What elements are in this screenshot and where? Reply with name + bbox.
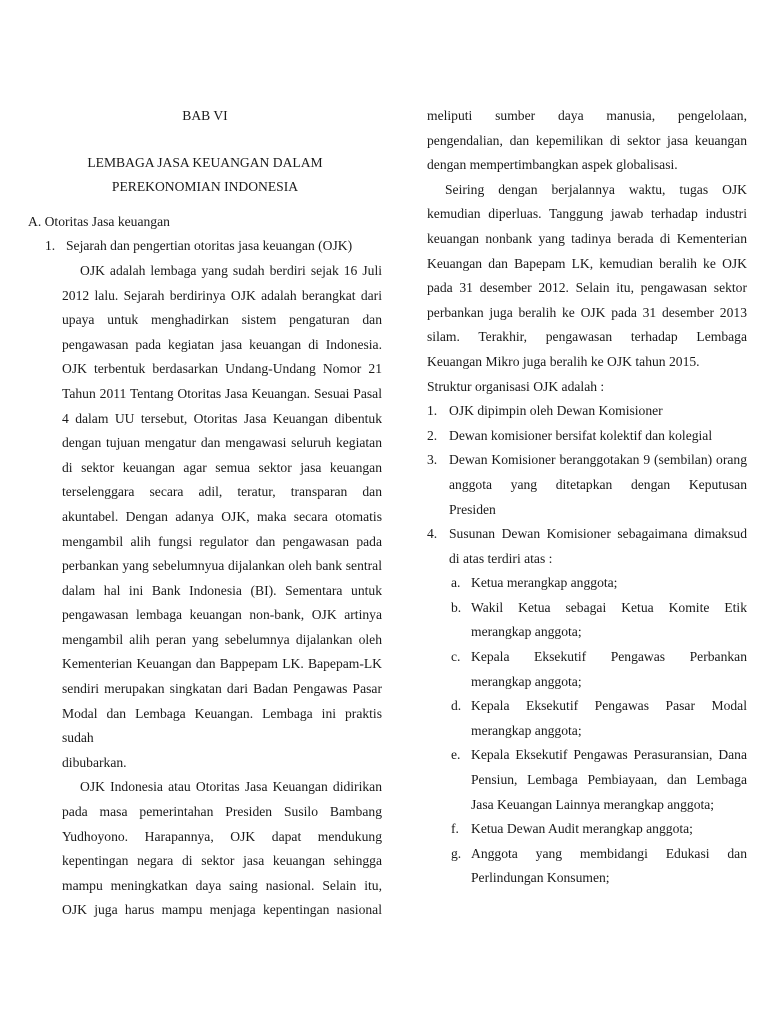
- sublist-text: Kepala Eksekutif Pengawas Perasuransian, Dana Pensiun, Lembaga Pembiayaan, dan Lembaga: [471, 747, 747, 788]
- list-item: [427, 448, 747, 522]
- sublist-item: [449, 817, 747, 842]
- list-text: Dewan komisioner bersifat kolektif dan kolegial: [449, 427, 713, 443]
- list-text: Dewan Komisioner beranggotakan 9 (sembilan) orang anggota yang ditetapkan dengan Keputusan: [449, 452, 747, 492]
- subsection-number: 1.: [45, 238, 56, 254]
- subsection-title: Sejarah dan pengertian otoritas jasa keuangan (OJK): [66, 238, 353, 254]
- sublist-letter: d.: [451, 698, 462, 714]
- list-item: [427, 424, 747, 449]
- sublist-text: Anggota yang membidangi Edukasi dan: [471, 845, 747, 861]
- chapter-number: BAB VI: [182, 108, 228, 123]
- list-number: 4.: [427, 526, 438, 542]
- paragraph-1-end: dibubarkan.: [62, 754, 127, 770]
- paragraph-3: Seiring dengan berjalannya waktu, tugas OJK kemudian diperluas. Tanggung jawab terhadap industri keuangan nonbank yang tadinya berada di Kementerian Keuangan dan Bapepam LK, kemudian beralih ke OJK pada 31 desember 2012. Selain itu, pengawasan sektor perbankan juga beralih ke OJK pada 31 desember 2013 silam. Terakhir, pengawasan terhadap Lembaga: [427, 181, 747, 345]
- sublist-item: [449, 596, 747, 645]
- paragraph-2: OJK Indonesia atau Otoritas Jasa Keuangan didirikan pada masa pemerintahan Presiden Susilo Bambang Yudhoyono. Harapannya, OJK dapat mendukung kepentingan negara di sektor jasa keuangan sehingga mampu meningkatkan daya saing nasional. Selain itu, OJK juga harus mampu menjaga kepentingan nasional: [62, 779, 382, 918]
- sublist-text-end: merangkap anggota;: [471, 722, 582, 738]
- sublist-letter: a.: [451, 575, 461, 591]
- sublist-item: [449, 743, 747, 817]
- sublist-letter: g.: [451, 845, 462, 861]
- sublist-letter: b.: [451, 599, 462, 615]
- sublist-text-end: Perlindungan Konsumen;: [471, 870, 610, 886]
- subsection-heading: [28, 234, 382, 259]
- sublist-letter: f.: [451, 821, 459, 837]
- list-text: Susunan Dewan Komisioner sebagaimana dimaksud: [449, 526, 747, 542]
- list-text-end: di atas terdiri atas :: [449, 550, 553, 566]
- sublist-letter: e.: [451, 747, 461, 763]
- composition-sublist: [449, 571, 747, 891]
- sublist-text: Ketua Dewan Audit merangkap anggota;: [471, 821, 693, 837]
- sublist-item: [449, 842, 747, 891]
- sublist-text-end: Jasa Keuangan Lainnya merangkap anggota;: [471, 796, 715, 812]
- list-text: OJK dipimpin oleh Dewan Komisioner: [449, 403, 663, 419]
- list-item: [427, 522, 747, 891]
- sublist-item: [449, 694, 747, 743]
- structure-intro: Struktur organisasi OJK adalah :: [427, 378, 605, 394]
- list-text-end: Presiden: [449, 501, 496, 517]
- left-column: [28, 104, 382, 923]
- list-item: [427, 399, 747, 424]
- sublist-item: [449, 645, 747, 694]
- paragraph-1: OJK adalah lembaga yang sudah berdiri sejak 16 Juli 2012 lalu. Sejarah berdirinya OJK adalah berangkat dari upaya untuk menghadirkan sistem pengaturan dan pengawasan pada kegiatan jasa keuangan di Indonesia. OJK terbentuk berdasarkan Undang-Undang Nomor 21 Tahun 2011 Tentang Otoritas Jasa Keuangan. Sesuai Pasal 4 dalam UU tersebut, Otoritas Jasa Keuangan dibentuk dengan tujuan mengatur dan mengawasi seluruh kegiatan di sektor keuangan agar semua sektor jasa keuangan terselenggara secara adil, teratur, transparan dan akuntabel. Dengan adanya OJK, maka secara otomatis mengambil alih fungsi regulator dan pengawasan pada perbankan yang sebelumnyua dijalankan oleh bank sentral dalam hal ini Bank Indonesia (BI). Sementara untuk pengawasan lembaga keuangan non-bank, OJK artinya mengambil alih peran yang sebelumnya dijalankan oleh Kementerian Keuangan dan Bappepam LK. Bapepam-LK sendiri merupakan singkatan dari Badan Pengawas Pasar Modal dan Lembaga Keuangan. Lembaga ini praktis sudah: [62, 262, 382, 746]
- sublist-text-end: merangkap anggota;: [471, 673, 582, 689]
- sublist-text: Ketua merangkap anggota;: [471, 575, 618, 591]
- sublist-letter: c.: [451, 649, 461, 665]
- paragraph-continued-end: dengan mempertimbangkan aspek globalisasi.: [427, 157, 678, 173]
- sublist-text: Kepala Eksekutif Pengawas Pasar Modal: [471, 698, 747, 714]
- sublist-item: [449, 571, 747, 596]
- right-column: [427, 104, 747, 891]
- sublist-text-end: merangkap anggota;: [471, 624, 582, 640]
- list-number: 3.: [427, 452, 438, 468]
- paragraph-3-end: Keuangan Mikro juga beralih ke OJK tahun 2015.: [427, 353, 700, 369]
- section-heading-a: A. Otoritas Jasa keuangan: [28, 213, 170, 229]
- sublist-text: Wakil Ketua sebagai Ketua Komite Etik: [471, 599, 747, 615]
- paragraph-continued: meliputi sumber daya manusia, pengelolaan, pengendalian, dan kepemilikan di sektor jasa keuangan: [427, 108, 747, 148]
- list-number: 1.: [427, 403, 438, 419]
- chapter-title: LEMBAGA JASA KEUANGAN DALAM PEREKONOMIAN INDONESIA: [87, 154, 323, 195]
- sublist-text: Kepala Eksekutif Pengawas Perbankan: [471, 649, 747, 665]
- list-number: 2.: [427, 427, 438, 443]
- structure-list: [427, 399, 747, 891]
